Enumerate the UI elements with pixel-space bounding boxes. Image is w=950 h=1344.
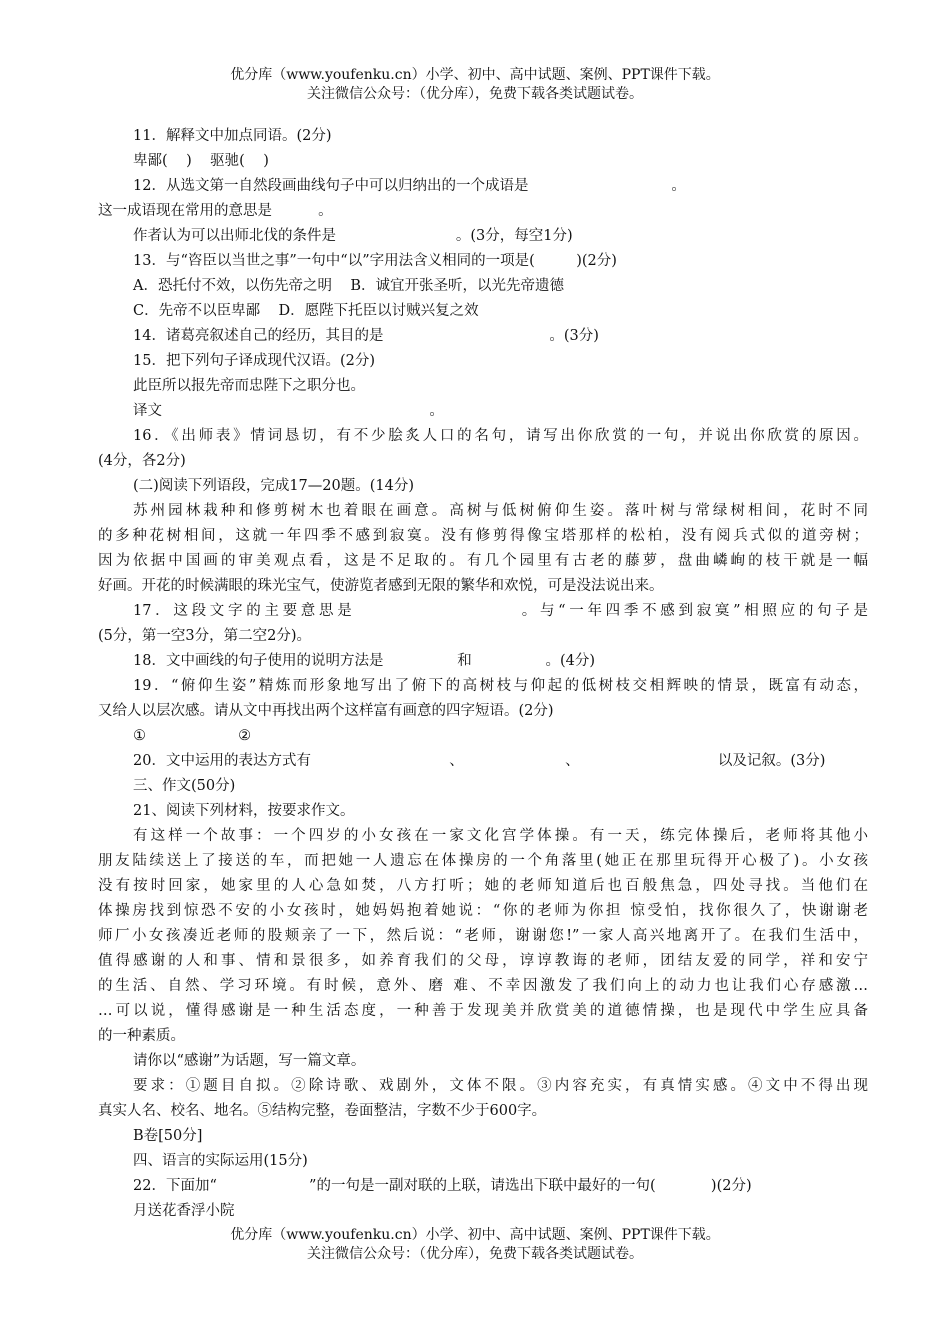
footer-line-2: 关注微信公众号：（优分库），免费下载各类试题试卷。 <box>307 1246 643 1262</box>
text-line: 此臣所以报先帝而忠陛下之职分也。 <box>133 378 365 394</box>
text-line: 的一种素质。 <box>98 1028 185 1044</box>
text-line: 有这样一个故事：一个四岁的小女孩在一家文化宫学体操。有一天，练完体操后，老师将其他小 <box>133 828 868 844</box>
text-line: 13．与“咨臣以当世之事”一句中“以”字用法含义相同的一项是( )(2分) <box>133 253 617 269</box>
text-line: 师厂小女孩凑近老师的股颊亲了一下，然后说：“老师，谢谢您!”一家人高兴地离开了。在我们生活中， <box>98 928 868 944</box>
page-footer <box>0 1226 950 1264</box>
text-line: 20．文中运用的表达方式有 、 、 以及记叙。(3分) <box>133 753 826 769</box>
text-line: 朋友陆续送上了接送的车，而把她一人遗忘在体操房的一个角落里(她正在那里玩得开心极了)。小女孩 <box>98 853 868 869</box>
text-line: 要求：①题目自拟。②除诗歌、戏剧外，文体不限。③内容充实，有真情实感。④文中不得出现 <box>133 1078 868 1094</box>
text-line: 19．“俯仰生姿”精炼而形象地写出了俯下的高树枝与仰起的低树枝交相辉映的情景，既富有动态， <box>133 678 868 694</box>
text-line: 三、作文(50分) <box>133 778 236 794</box>
text-line: 的生活、自然、学习环境。有时候，意外、磨 难、不幸因激发了我们向上的动力也让我们心存感激… <box>98 978 868 994</box>
text-line: 17．这段文字的主要意思是 。与“一年四季不感到寂寞”相照应的句子是 <box>133 603 868 619</box>
header-line-2: 关注微信公众号：（优分库），免费下载各类试题试卷。 <box>307 86 643 102</box>
text-line: 四、语言的实际运用(15分) <box>133 1153 308 1169</box>
text-line: 11．解释文中加点同语。(2分) <box>133 128 332 144</box>
text-line: 又给人以层次感。请从文中再找出两个这样富有画意的四字短语。(2分) <box>98 703 554 719</box>
text-line: 因为依据中国画的审美观点看，这是不足取的。有几个园里有古老的藤萝，盘曲嶙峋的枝干就是一幅 <box>98 553 868 569</box>
text-line: 没有按时回家，她家里的人心急如焚，八方打听；她的老师知道后也百般焦急，四处寻找。当他们在 <box>98 878 868 894</box>
text-line: (4分，各2分) <box>98 453 186 469</box>
text-line: 作者认为可以出师北伐的条件是 。(3分，每空1分) <box>133 228 573 244</box>
text-line: 14．诸葛亮叙述自己的经历，其目的是 。(3分) <box>133 328 599 344</box>
text-line: 好画。开花的时候满眼的珠光宝气，使游览者感到无限的繁华和欢悦，可是没法说出来。 <box>98 578 664 594</box>
document-body <box>98 124 868 1224</box>
text-line: (二)阅读下列语段，完成17—20题。(14分) <box>133 478 414 494</box>
text-line: B卷[50分] <box>133 1128 203 1144</box>
text-line: 22．下面加“ ”的一句是一副对联的上联，请选出下联中最好的一句( )(2分) <box>133 1178 752 1194</box>
text-line: 请你以“感谢”为话题，写一篇文章。 <box>133 1053 366 1069</box>
text-line: 苏州园林栽种和修剪树木也着眼在画意。高树与低树俯仰生姿。落叶树与常绿树相间，花时不同 <box>133 503 868 519</box>
text-line: 月送花香浮小院 <box>133 1203 235 1219</box>
footer-line-1: 优分库（www.youfenku.cn）小学、初中、高中试题、案例、PPT课件下载。 <box>230 1227 720 1243</box>
text-line: ① ② <box>133 728 252 744</box>
text-line: 21、阅读下列材料，按要求作文。 <box>133 803 355 819</box>
text-line: 体操房找到惊恐不安的小女孩时，她妈妈抱着她说：“你的老师为你担 惊受怕，找你很久了，快谢谢老 <box>98 903 868 919</box>
text-line: 真实人名、校名、地名。⑤结构完整，卷面整洁，字数不少于600字。 <box>98 1103 547 1119</box>
text-line: A．恐托付不效，以伤先帝之明 B．诚宜开张圣听，以光先帝遗德 <box>133 278 565 294</box>
header-line-1: 优分库（www.youfenku.cn）小学、初中、高中试题、案例、PPT课件下载。 <box>230 67 720 83</box>
text-line: 12．从选文第一自然段画曲线句子中可以归纳出的一个成语是 。 <box>133 178 686 194</box>
text-line: (5分，第一空3分，第二空2分)。 <box>98 628 311 644</box>
text-line: 这一成语现在常用的意思是 。 <box>98 203 333 219</box>
page-header <box>0 66 950 104</box>
text-line: 16．《出师表》情词恳切，有不少脍炙人口的名句，请写出你欣赏的一句，并说出你欣赏的原因。 <box>133 428 868 444</box>
text-line: 15．把下列句子译成现代汉语。(2分) <box>133 353 375 369</box>
text-line: 卑鄙( ) 驱驰( ) <box>133 153 269 169</box>
text-line: 译文 。 <box>133 403 444 419</box>
text-line: 值得感谢的人和事、情和景很多，如养育我们的父母，谆谆教诲的老师，团结友爱的同学，祥和安宁 <box>98 953 868 969</box>
text-line: …可以说，懂得感谢是一种生活态度，一种善于发现美并欣赏美的道德情操，也是现代中学生应具备 <box>98 1003 868 1019</box>
text-line: C．先帝不以臣卑鄙 D．愿陛下托臣以讨贼兴复之效 <box>133 303 479 319</box>
text-line: 的多种花树相间，这就一年四季不感到寂寞。没有修剪得像宝塔那样的松柏，没有阅兵式似的道旁树； <box>98 528 868 544</box>
text-line: 18．文中画线的句子使用的说明方法是 和 。(4分) <box>133 653 595 669</box>
